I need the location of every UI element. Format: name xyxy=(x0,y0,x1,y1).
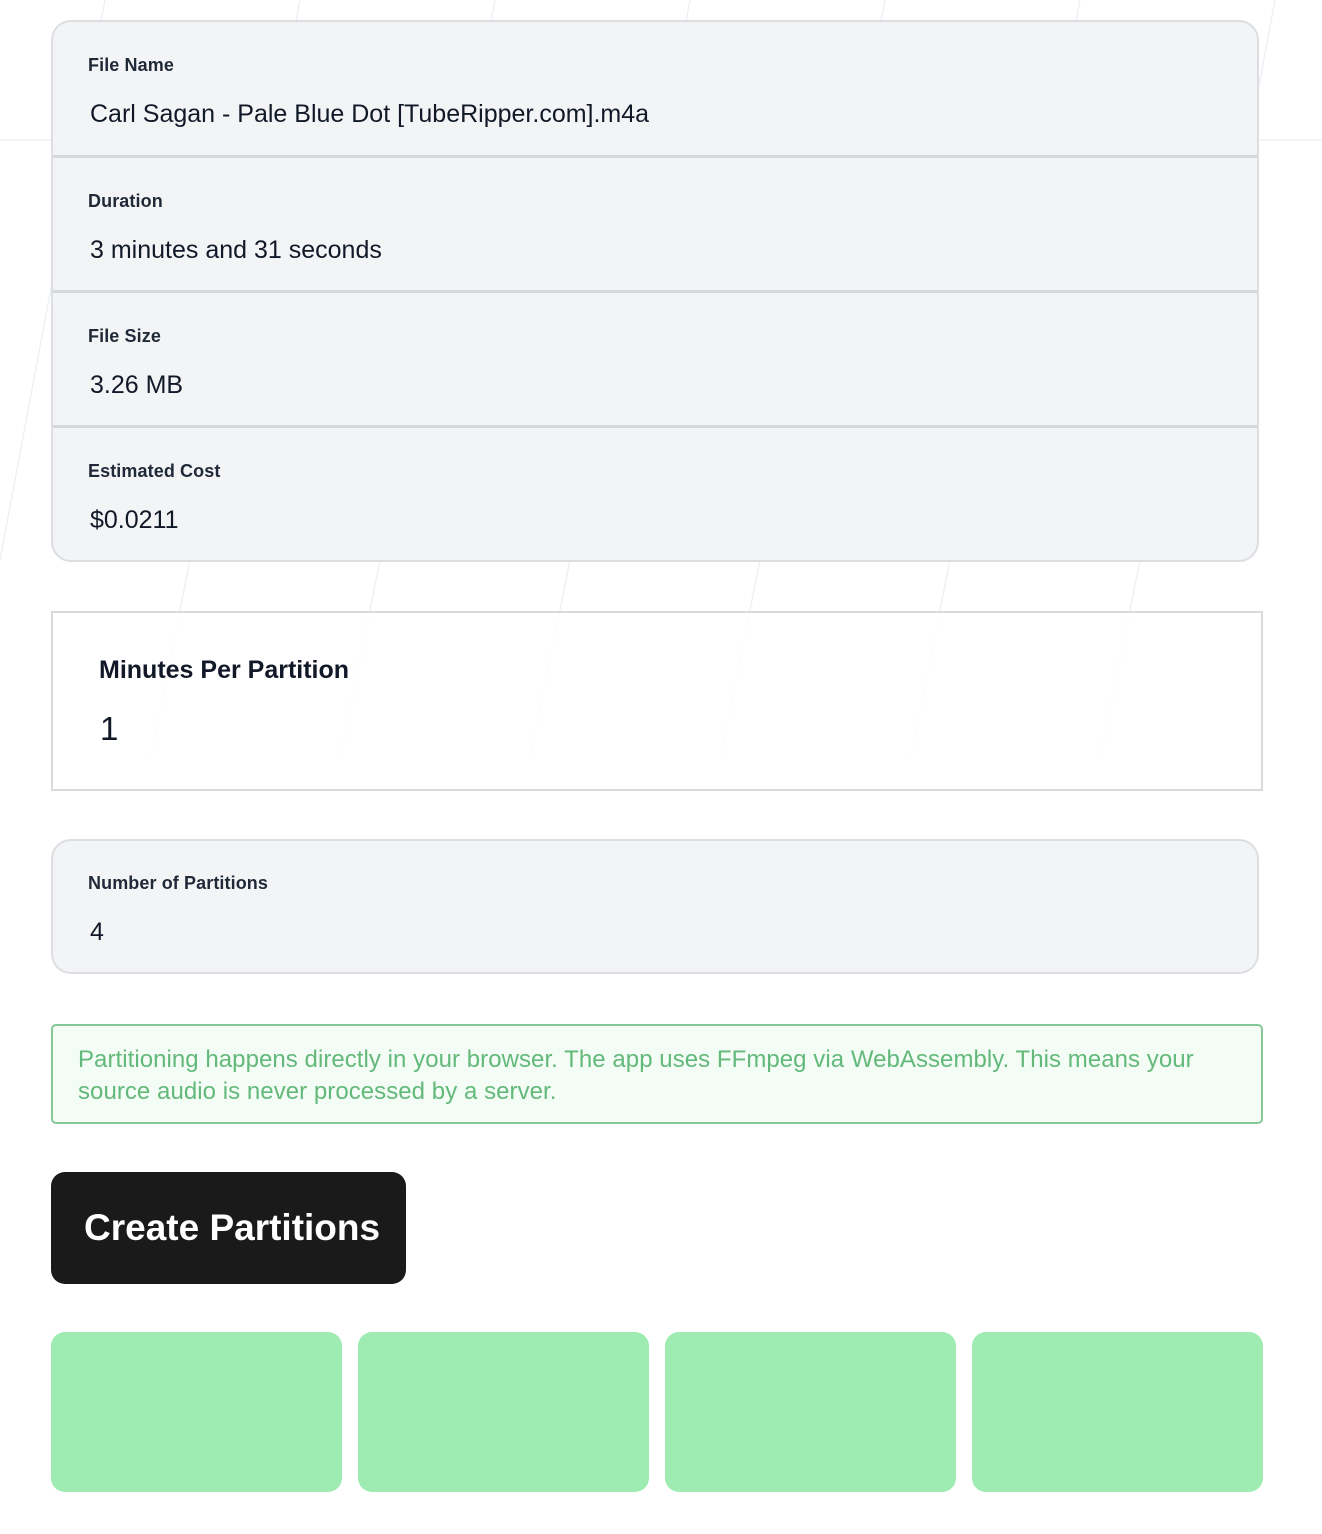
estimated-cost-value: $0.0211 xyxy=(90,506,179,534)
minutes-per-partition-input[interactable] xyxy=(100,709,700,749)
number-of-partitions-card xyxy=(51,839,1259,974)
number-of-partitions-value: 4 xyxy=(90,918,104,946)
partition-tile[interactable] xyxy=(972,1332,1263,1492)
browser-processing-notice: Partitioning happens directly in your browser. The app uses FFmpeg via WebAssembly. This means your source audio is never processed by a server. xyxy=(51,1024,1263,1124)
file-name-label: File Name xyxy=(88,55,174,75)
duration-label: Duration xyxy=(88,191,163,211)
partition-tiles xyxy=(51,1332,1263,1492)
file-size-value: 3.26 MB xyxy=(90,371,184,399)
duration-value: 3 minutes and 31 seconds xyxy=(90,236,382,264)
number-of-partitions-label: Number of Partitions xyxy=(88,873,269,893)
file-name-value: Carl Sagan - Pale Blue Dot [TubeRipper.com].m4a xyxy=(90,100,650,128)
duration-row xyxy=(53,155,1257,290)
partition-tile[interactable] xyxy=(358,1332,649,1492)
file-name-row xyxy=(53,22,1257,155)
file-info-card xyxy=(51,20,1259,562)
file-size-row xyxy=(53,290,1257,425)
estimated-cost-row xyxy=(53,425,1257,560)
estimated-cost-label: Estimated Cost xyxy=(88,461,221,481)
minutes-per-partition-label: Minutes Per Partition xyxy=(99,656,350,684)
file-size-label: File Size xyxy=(88,326,161,346)
main-container xyxy=(51,20,1263,1492)
partition-tile[interactable] xyxy=(51,1332,342,1492)
partition-tile[interactable] xyxy=(665,1332,956,1492)
minutes-per-partition-field xyxy=(51,611,1263,791)
create-partitions-button[interactable]: Create Partitions xyxy=(51,1172,406,1284)
